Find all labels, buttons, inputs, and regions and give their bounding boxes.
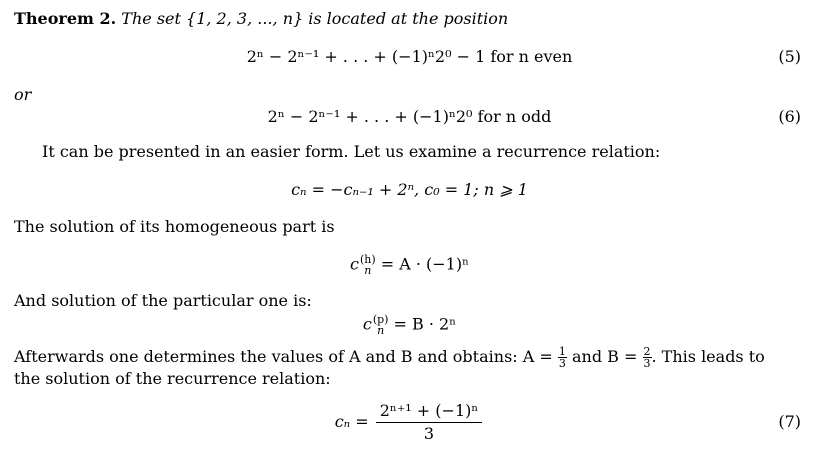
paragraph-4-mid: and B = [571,347,638,366]
or-word: or [14,85,32,104]
paragraph-2: The solution of its homogeneous part is [14,217,335,236]
equation-7-number: (7) [778,412,801,431]
equation-7-denominator: 3 [423,424,435,443]
equation-7-lhs: cₙ = [334,412,369,431]
equation-6: 2ⁿ − 2ⁿ⁻¹ + . . . + (−1)ⁿ2⁰ for n odd [267,107,552,126]
particular-solution: c (p) n = B · 2ⁿ [362,313,457,337]
theorem-statement: The set {1, 2, 3, ..., n} is located at the position [121,9,509,28]
theorem-line [14,9,801,29]
paragraph-4-pre: Afterwards one determines the values of A and B and obtains: A = [14,347,553,366]
fraction-a: $\frac{1}{3}$ [558,345,566,370]
fraction-b: $\frac{2}{3}$ [643,345,651,370]
paragraph-3: And solution of the particular one is: [14,291,312,310]
paragraph-4-post: . This leads to [651,347,765,366]
paragraph-1: It can be presented in an easier form. Let us examine a recurrence relation: [42,142,661,161]
paragraph-4-line-1 [14,346,801,369]
particular-rhs: = B · 2ⁿ [393,314,457,334]
equation-7-numerator: 2ⁿ⁺¹ + (−1)ⁿ [376,400,483,423]
homogeneous-solution: c (h) n = A · (−1)ⁿ [349,253,470,277]
homogeneous-rhs: = A · (−1)ⁿ [380,254,470,274]
equation-7 [0,400,819,445]
equation-5: 2ⁿ − 2ⁿ⁻¹ + . . . + (−1)ⁿ2⁰ − 1 for n even [246,47,573,66]
equation-7-fraction [376,400,483,445]
theorem-label: Theorem 2. [14,9,117,28]
equation-6-number: (6) [778,107,801,126]
paragraph-4-line-2: the solution of the recurrence relation: [14,369,331,388]
recurrence-equation: cₙ = −cₙ₋₁ + 2ⁿ, c₀ = 1; n ⩾ 1 [291,180,528,199]
equation-5-number: (5) [778,47,801,66]
